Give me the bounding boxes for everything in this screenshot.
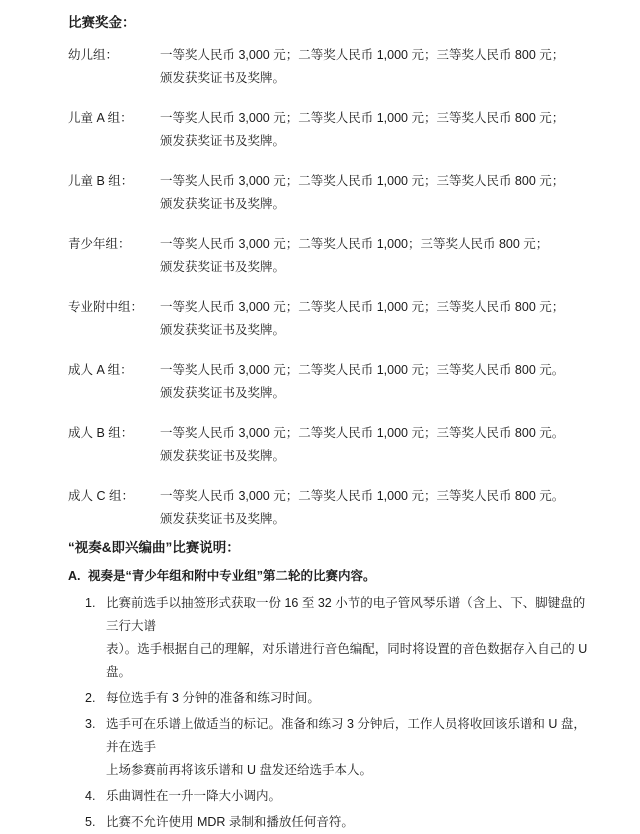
rule-item (68, 811, 588, 834)
prize-group-text (160, 296, 588, 342)
rule-text (106, 785, 588, 808)
prize-line: 颁发获奖证书及奖牌。 (160, 512, 286, 526)
rule-number: 3. (85, 717, 96, 731)
rule-item (68, 713, 588, 782)
prize-group-row (68, 359, 588, 405)
prize-group-row (68, 485, 588, 531)
prize-group-label: 成人 A 组： (68, 363, 133, 377)
prize-group-text (160, 233, 588, 279)
rule-line: 上场参赛前再将该乐谱和 U 盘发还给选手本人。 (106, 763, 372, 777)
rule-line: 比赛不允许使用 MDR 录制和播放任何音符。 (106, 815, 354, 829)
rule-text (106, 713, 588, 782)
prize-line: 一等奖人民币 3,000 元；二等奖人民币 1,000 元；三等奖人民币 800 元。 (160, 363, 565, 377)
prize-line: 一等奖人民币 3,000 元；二等奖人民币 1,000；三等奖人民币 800 元； (160, 237, 549, 251)
rule-text (106, 687, 588, 710)
prize-group-label: 专业附中组： (68, 300, 144, 314)
prize-line: 一等奖人民币 3,000 元；二等奖人民币 1,000 元；三等奖人民币 800 元。 (160, 426, 565, 440)
rule-a-marker: A. (68, 569, 81, 583)
prize-group-list (68, 44, 588, 531)
prize-group-text (160, 107, 588, 153)
prize-line: 颁发获奖证书及奖牌。 (160, 386, 286, 400)
prize-line: 一等奖人民币 3,000 元；二等奖人民币 1,000 元；三等奖人民币 800 元； (160, 111, 565, 125)
rule-item (68, 592, 588, 684)
prize-section-heading: 比赛奖金： (68, 15, 136, 30)
prize-line: 颁发获奖证书及奖牌。 (160, 197, 286, 211)
prize-group-row (68, 233, 588, 279)
prize-group-row (68, 44, 588, 90)
prize-group-text (160, 422, 588, 468)
rules-section-heading: “视奏&即兴编曲”比赛说明： (68, 540, 240, 555)
prize-group-row (68, 107, 588, 153)
prize-line: 一等奖人民币 3,000 元；二等奖人民币 1,000 元；三等奖人民币 800 元； (160, 174, 565, 188)
rule-number: 4. (85, 789, 96, 803)
prize-group-row (68, 170, 588, 216)
prize-group-label: 成人 B 组： (68, 426, 134, 440)
rule-line: 每位选手有 3 分钟的准备和练习时间。 (106, 691, 320, 705)
rule-line: 比赛前选手以抽签形式获取一份 16 至 32 小节的电子管风琴乐谱（含上、下、脚键盘的三行大谱 (106, 596, 586, 633)
rule-text (106, 592, 588, 684)
prize-group-text (160, 359, 588, 405)
prize-group-row (68, 296, 588, 342)
prize-group-label: 幼儿组： (68, 48, 119, 62)
prize-group-label: 成人 C 组： (68, 489, 134, 503)
rules-list (68, 592, 588, 834)
rule-item (68, 687, 588, 710)
prize-line: 一等奖人民币 3,000 元；二等奖人民币 1,000 元；三等奖人民币 800 元。 (160, 489, 565, 503)
prize-group-row (68, 422, 588, 468)
prize-group-text (160, 44, 588, 90)
prize-group-label: 儿童 A 组： (68, 111, 133, 125)
rule-line: 表）。选手根据自己的理解，对乐谱进行音色编配，同时将设置的音色数据存入自己的 U 盘。 (106, 642, 588, 679)
prize-line: 颁发获奖证书及奖牌。 (160, 449, 286, 463)
rule-number: 5. (85, 815, 96, 829)
prize-line: 颁发获奖证书及奖牌。 (160, 323, 286, 337)
prize-group-text (160, 485, 588, 531)
prize-group-label: 青少年组： (68, 237, 131, 251)
rule-text (106, 811, 588, 834)
rule-number: 1. (85, 596, 96, 610)
prize-group-label: 儿童 B 组： (68, 174, 134, 188)
rule-a-text: 视奏是“青少年组和附中专业组”第二轮的比赛内容。 (88, 569, 376, 583)
rule-item (68, 785, 588, 808)
prize-line: 颁发获奖证书及奖牌。 (160, 71, 286, 85)
rule-item-a (68, 565, 588, 588)
prize-line: 一等奖人民币 3,000 元；二等奖人民币 1,000 元；三等奖人民币 800 元； (160, 300, 565, 314)
rule-number: 2. (85, 691, 96, 705)
prize-group-text (160, 170, 588, 216)
prize-line: 颁发获奖证书及奖牌。 (160, 260, 286, 274)
prize-line: 颁发获奖证书及奖牌。 (160, 134, 286, 148)
rule-line: 选手可在乐谱上做适当的标记。准备和练习 3 分钟后，工作人员将收回该乐谱和 U 盘，并在选手 (106, 717, 586, 754)
prize-line: 一等奖人民币 3,000 元；二等奖人民币 1,000 元；三等奖人民币 800 元； (160, 48, 565, 62)
rule-line: 乐曲调性在一升一降大小调内。 (106, 789, 282, 803)
